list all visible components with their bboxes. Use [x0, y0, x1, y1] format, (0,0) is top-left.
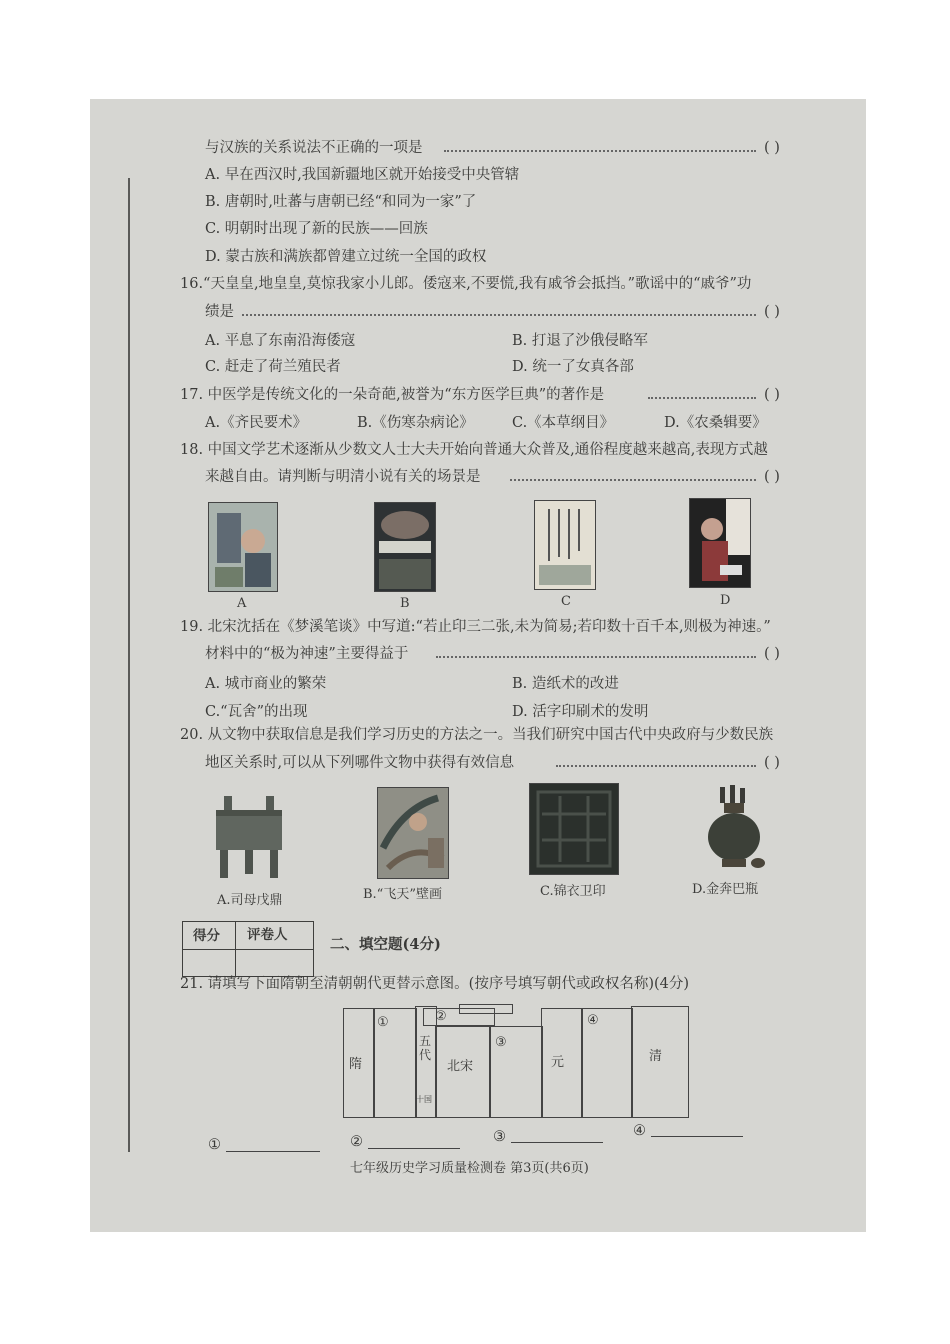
q18-image-a [208, 502, 278, 592]
q19-option-c: C.“瓦舍”的出现 [205, 704, 308, 720]
q18-stem-cont: 来越自由。请判断与明清小说有关的场景是 [205, 469, 481, 485]
q17-option-d: D.《农桑辑要》 [664, 415, 767, 431]
q20-label-d: D.金奔巴瓶 [692, 882, 759, 897]
answer-4-blank[interactable] [651, 1136, 743, 1137]
dot-leader [556, 765, 756, 767]
q18-label-d: D [720, 593, 731, 608]
answer-2-label: ② [350, 1134, 363, 1150]
answer-2-blank[interactable] [368, 1148, 460, 1149]
q15-stem: 与汉族的关系说法不正确的一项是 [205, 140, 423, 156]
dynasty-qing: 清 [649, 1049, 663, 1064]
dot-leader [510, 479, 756, 481]
q18-image-b [374, 502, 436, 592]
q20-image-seal [529, 783, 619, 875]
answer-3-blank[interactable] [511, 1142, 603, 1143]
q15-option-b: B. 唐朝时,吐蕃与唐朝已经“和同为一家”了 [205, 194, 477, 210]
q19-option-a: A. 城市商业的繁荣 [205, 676, 327, 692]
q18-image-c [534, 500, 596, 590]
answer-1-blank[interactable] [226, 1151, 320, 1152]
q15-option-d: D. 蒙古族和满族都曾建立过统一全国的政权 [205, 249, 487, 265]
q17-option-c: C.《本草纲目》 [512, 415, 615, 431]
q20-label-b: B.“飞天”壁画 [363, 887, 442, 902]
q19-stem-cont: 材料中的“极为神速”主要得益于 [205, 646, 409, 662]
q17-paren: ( ) [764, 387, 780, 403]
q20-stem-cont: 地区关系时,可以从下列哪件文物中获得有效信息 [205, 755, 515, 771]
q17-option-a: A.《齐民要术》 [205, 415, 308, 431]
section-2-title: 二、填空题(4分) [330, 936, 441, 953]
dynasty-wudai: 五代 [419, 1034, 432, 1062]
answer-4-label: ④ [633, 1123, 646, 1139]
num-1: ① [377, 1015, 389, 1030]
q16-option-a: A. 平息了东南沿海倭寇 [205, 333, 356, 349]
num-4: ④ [587, 1013, 599, 1028]
dynasty-beisong: 北宋 [447, 1059, 474, 1074]
num-2: ② [435, 1009, 447, 1024]
q18-label-c: C [561, 594, 571, 609]
q20-stem: 20. 从文物中获取信息是我们学习历史的方法之一。当我们研究中国古代中央政府与少数民族 [180, 727, 774, 743]
dot-leader [436, 656, 756, 658]
num-3: ③ [495, 1035, 507, 1050]
q18-label-b: B [400, 596, 410, 611]
q19-option-d: D. 活字印刷术的发明 [512, 704, 649, 720]
q20-paren: ( ) [764, 755, 780, 771]
q16-option-b: B. 打退了沙俄侵略军 [512, 333, 648, 349]
dot-leader [242, 314, 756, 316]
dynasty-yuan: 元 [551, 1055, 565, 1070]
q20-label-c: C.锦衣卫印 [540, 884, 606, 899]
dynasty-diagram [343, 1002, 689, 1116]
q16-option-c: C. 赶走了荷兰殖民者 [205, 359, 341, 375]
q20-image-vase [700, 785, 766, 875]
q18-image-d [689, 498, 751, 588]
q18-stem: 18. 中国文学艺术逐渐从少数文人士大夫开始向普通大众普及,通俗程度越来越高,表现方式越 [180, 442, 768, 458]
score-cell[interactable] [185, 952, 233, 974]
grader-cell[interactable] [238, 952, 311, 974]
q15-option-a: A. 早在西汉时,我国新疆地区就开始接受中央管辖 [205, 167, 520, 183]
q17-option-b: B.《伤寒杂病论》 [357, 415, 474, 431]
dot-leader [444, 150, 756, 152]
score-table [182, 921, 314, 977]
q17-stem: 17. 中医学是传统文化的一朵奇葩,被誉为“东方医学巨典”的著作是 [180, 387, 605, 403]
q15-option-c: C. 明朝时出现了新的民族——回族 [205, 221, 428, 237]
q15-paren: ( ) [764, 140, 780, 156]
q20-label-a: A.司母戊鼎 [217, 893, 283, 908]
score-header: 得分 [193, 928, 220, 944]
margin-line [128, 178, 130, 1152]
page-footer: 七年级历史学习质量检测卷 第3页(共6页) [350, 1161, 589, 1176]
q19-paren: ( ) [764, 646, 780, 662]
q18-label-a: A [237, 596, 247, 611]
answer-3-label: ③ [493, 1129, 506, 1145]
q16-stem: 16.“天皇皇,地皇皇,莫惊我家小儿郎。倭寇来,不要慌,我有戚爷会抵挡。”歌谣中的“戚爷”功 [180, 276, 752, 292]
q20-image-feitian [377, 787, 449, 879]
answer-1-label: ① [208, 1137, 221, 1153]
q18-paren: ( ) [764, 469, 780, 485]
q16-stem-cont: 绩是 [205, 304, 234, 320]
q19-stem: 19. 北宋沈括在《梦溪笔谈》中写道:“若止印三二张,未为简易;若印数十百千本,则极为神速。” [180, 619, 771, 635]
q16-paren: ( ) [764, 304, 780, 320]
grader-header: 评卷人 [247, 927, 288, 943]
q20-image-ding [210, 792, 288, 882]
dynasty-sui: 隋 [349, 1057, 363, 1072]
dot-leader [648, 397, 756, 399]
dynasty-shiguo: 十国 [416, 1095, 432, 1104]
q21-stem: 21. 请填写下面隋朝至清朝朝代更替示意图。(按序号填写朝代或政权名称)(4分) [180, 976, 690, 992]
q19-option-b: B. 造纸术的改进 [512, 676, 619, 692]
q16-option-d: D. 统一了女真各部 [512, 359, 634, 375]
